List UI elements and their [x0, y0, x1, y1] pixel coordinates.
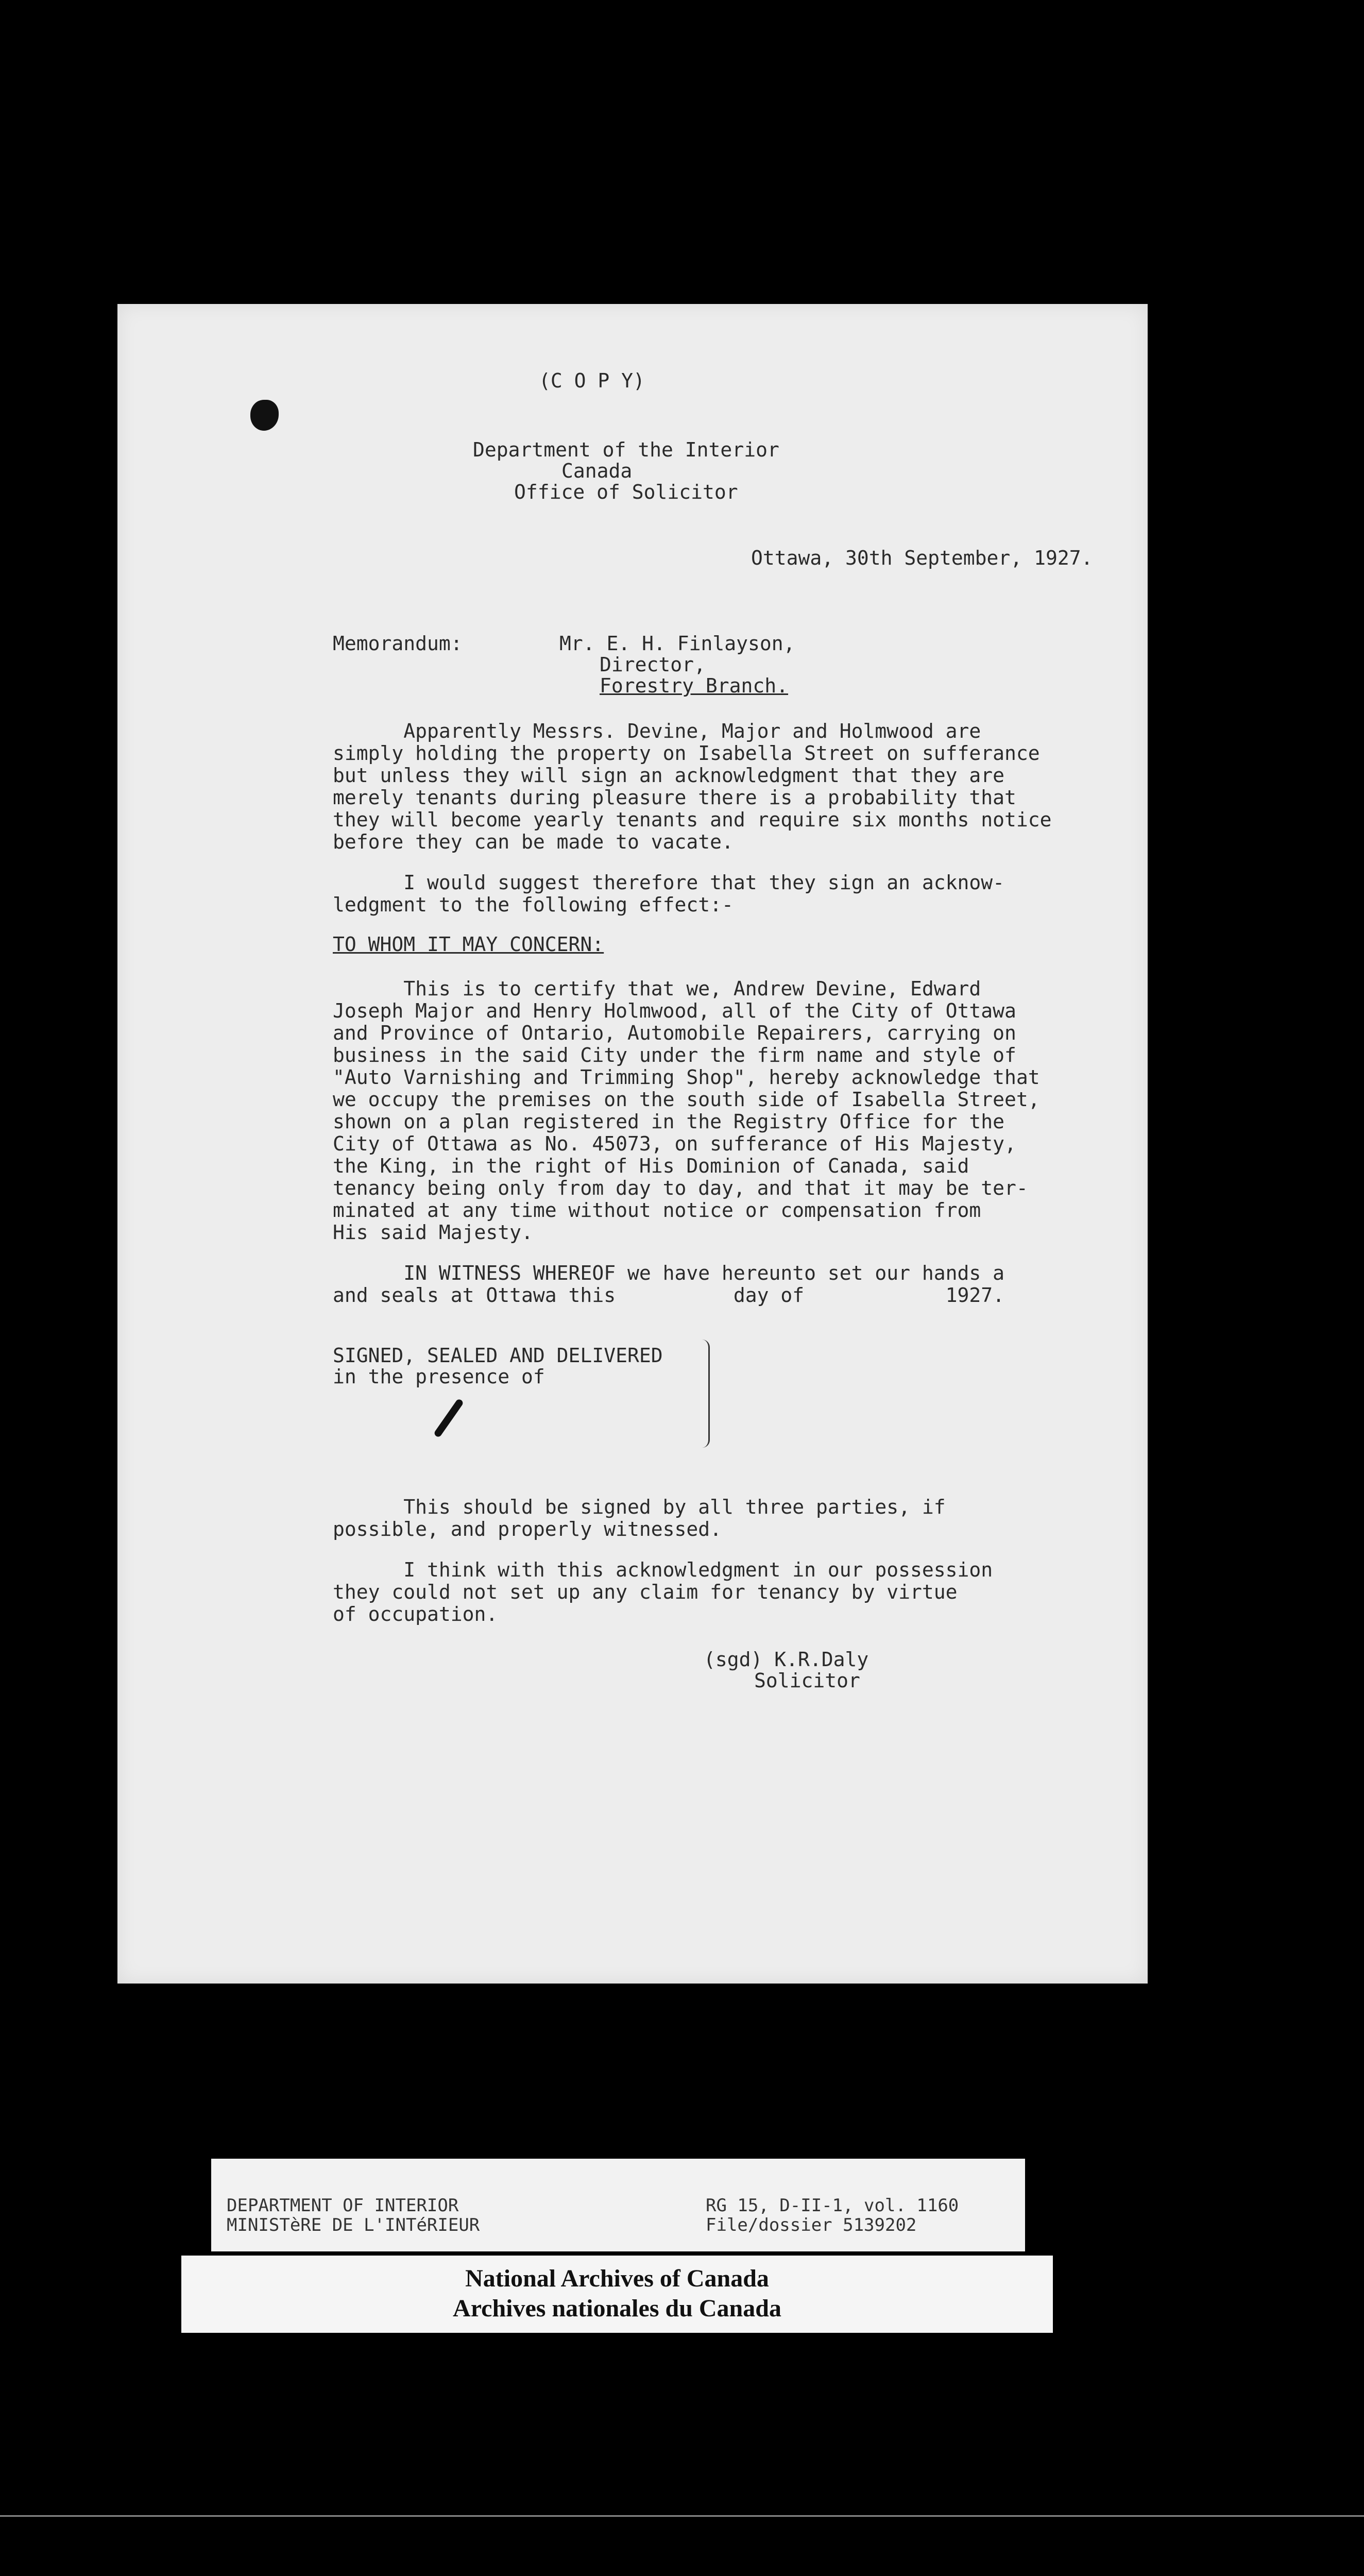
text-line: shown on a plan registered in the Registry Office for the: [333, 1110, 1005, 1133]
text-line: simply holding the property on Isabella Street on sufferance: [333, 742, 1040, 765]
text-line: merely tenants during pleasure there is a probability that: [333, 786, 1016, 809]
archive-file: File/dossier 5139202: [706, 2215, 917, 2235]
paragraph-6: [333, 1559, 1105, 1625]
archives-en: National Archives of Canada: [465, 2265, 769, 2292]
office-name: Office of Solicitor: [514, 481, 738, 503]
paragraph-2: [333, 872, 1105, 916]
document-page: [117, 304, 1148, 1984]
archives-name-label: [181, 2256, 1053, 2333]
paragraph-4: [333, 1262, 1105, 1307]
text-line: and seals at Ottawa this day of 1927.: [333, 1284, 1005, 1307]
text-line: they could not set up any claim for tenancy by virtue: [333, 1581, 958, 1603]
text-line: IN WITNESS WHEREOF we have hereunto set our hands a: [333, 1262, 1005, 1284]
text-line: they will become yearly tenants and require six months notice: [333, 808, 1052, 831]
text-line: of occupation.: [333, 1603, 498, 1625]
recipient-branch: Forestry Branch.: [600, 674, 789, 697]
archive-reference-label: [211, 2159, 1025, 2251]
text-line: and Province of Ontario, Automobile Repairers, carrying on: [333, 1022, 1016, 1044]
text-line: City of Ottawa as No. 45073, on sufferance of His Majesty,: [333, 1132, 1016, 1155]
date-line: Ottawa, 30th September, 1927.: [751, 547, 1093, 569]
text-line: the King, in the right of His Dominion of Canada, said: [333, 1155, 969, 1177]
text-line: we occupy the premises on the south side of Isabella Street,: [333, 1088, 1040, 1111]
text-line: possible, and properly witnessed.: [333, 1518, 722, 1540]
recipient-name: Mr. E. H. Finlayson,: [559, 632, 795, 655]
recipient-title: Director,: [600, 653, 706, 676]
signature: (sgd) K.R.Daly: [704, 1648, 869, 1671]
text-line: I think with this acknowledgment in our possession: [333, 1558, 993, 1581]
country-name: Canada: [561, 460, 633, 482]
text-line: This is to certify that we, Andrew Devine, Edward: [333, 977, 981, 1000]
text-line: "Auto Varnishing and Trimming Shop", hereby acknowledge that: [333, 1066, 1040, 1089]
text-line: I would suggest therefore that they sign an acknow-: [333, 871, 1005, 894]
department-name: Department of the Interior: [473, 438, 779, 461]
archive-ref: RG 15, D-II-1, vol. 1160: [706, 2195, 959, 2216]
text-line: business in the said City under the firm name and style of: [333, 1044, 1016, 1066]
copy-mark: (C O P Y): [539, 369, 645, 392]
signature-title: Solicitor: [754, 1669, 860, 1692]
text-line: This should be signed by all three parties, if: [333, 1496, 946, 1518]
heading-to-whom: TO WHOM IT MAY CONCERN:: [333, 933, 604, 956]
text-line: Joseph Major and Henry Holmwood, all of the City of Ottawa: [333, 999, 1016, 1022]
bottom-rule: [0, 2515, 1364, 2517]
dept-en: DEPARTMENT OF INTERIOR: [227, 2195, 459, 2216]
archives-fr: Archives nationales du Canada: [453, 2295, 781, 2322]
text-line: ledgment to the following effect:-: [333, 893, 734, 916]
paragraph-1: [333, 720, 1105, 853]
text-line: Apparently Messrs. Devine, Major and Holmwood are: [333, 720, 981, 742]
memo-label: Memorandum:: [333, 632, 463, 655]
text-line: before they can be made to vacate.: [333, 831, 734, 853]
text-line: minated at any time without notice or compensation from: [333, 1199, 981, 1222]
paragraph-3: [333, 978, 1105, 1244]
text-line: but unless they will sign an acknowledgment that they are: [333, 764, 1005, 787]
text-line: tenancy being only from day to day, and that it may be ter-: [333, 1177, 1028, 1199]
ink-stroke-mark: [433, 1398, 464, 1438]
signed-line-2: in the presence of: [333, 1365, 545, 1388]
dept-fr: MINISTèRE DE L'INTéRIEUR: [227, 2215, 480, 2235]
signature-bracket: [702, 1340, 710, 1448]
text-line: His said Majesty.: [333, 1221, 533, 1244]
paragraph-5: [333, 1496, 1105, 1540]
signed-line-1: SIGNED, SEALED AND DELIVERED: [333, 1344, 663, 1367]
ink-blot-mark: [250, 400, 279, 431]
